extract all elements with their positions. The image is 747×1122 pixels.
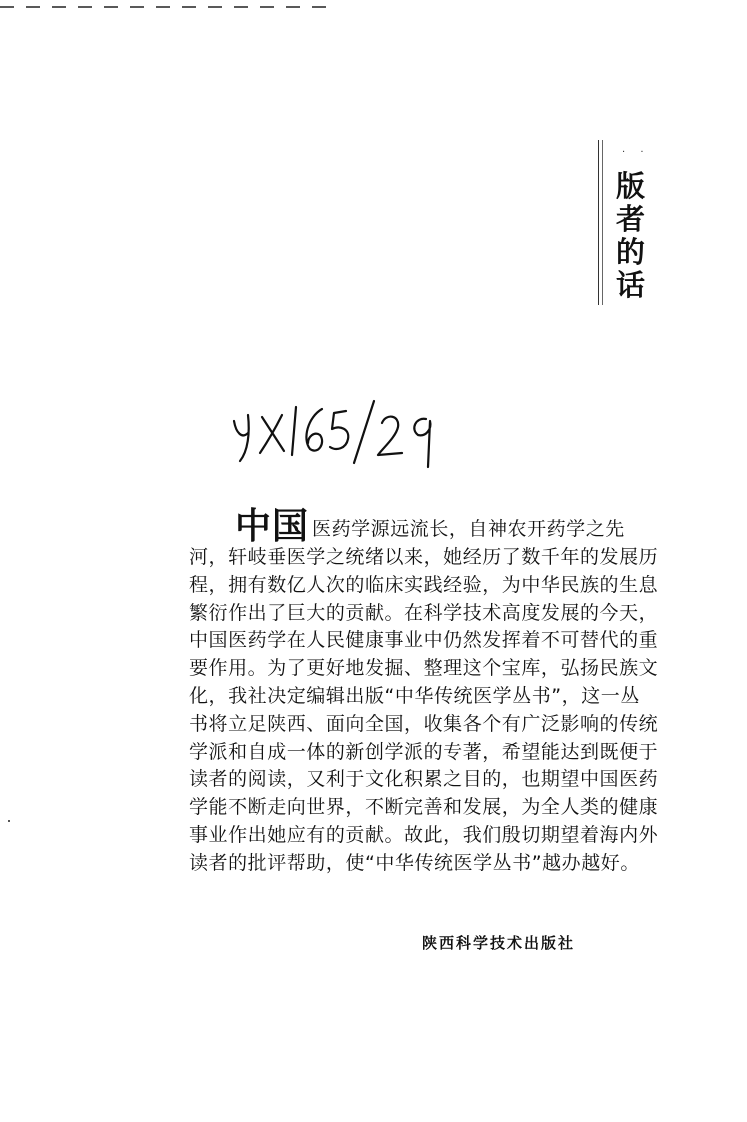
handwritten-catalog-note	[222, 393, 462, 473]
publisher-signature: 陕西科学技术出版社	[422, 934, 576, 952]
side-title-dots: · ·	[622, 147, 650, 158]
side-title: 版者的话	[616, 169, 646, 302]
top-dashed-rule	[0, 4, 330, 10]
scan-speck	[8, 820, 10, 822]
preface-body	[189, 506, 659, 878]
side-title-rule-inner	[602, 140, 603, 305]
side-title-block	[598, 140, 658, 305]
side-title-rule	[598, 140, 599, 305]
lead-characters: 中国	[235, 506, 310, 547]
preface-text: 医药学源远流长，自神农开药学之先河，轩岐垂医学之统绪以来，她经历了数千年的发展历程，拥有数亿人次的临床实践经验，为中华民族的生息繁衍作出了巨大的贡献。在科学技术高度发展的今天，中国医药学在人民健康事业中仍然发挥着不可替代的重要作用。为了更好地发掘、整理这个宝库，弘扬民族文化，我社决定编辑出版“中华传统医学丛书”，这一丛书将立足陕西、面向全国，收集各个有广泛影响的传统学派和自成一体的新创学派的专著，希望能达到既便于读者的阅读，又利于文化积累之目的，也期望中国医药学能不断走向世界，不断完善和发展，为全人类的健康事业作出她应有的贡献。故此，我们殷切期望着海内外读者的批评帮助，使“中华传统医学丛书”越办越好。	[189, 518, 659, 874]
